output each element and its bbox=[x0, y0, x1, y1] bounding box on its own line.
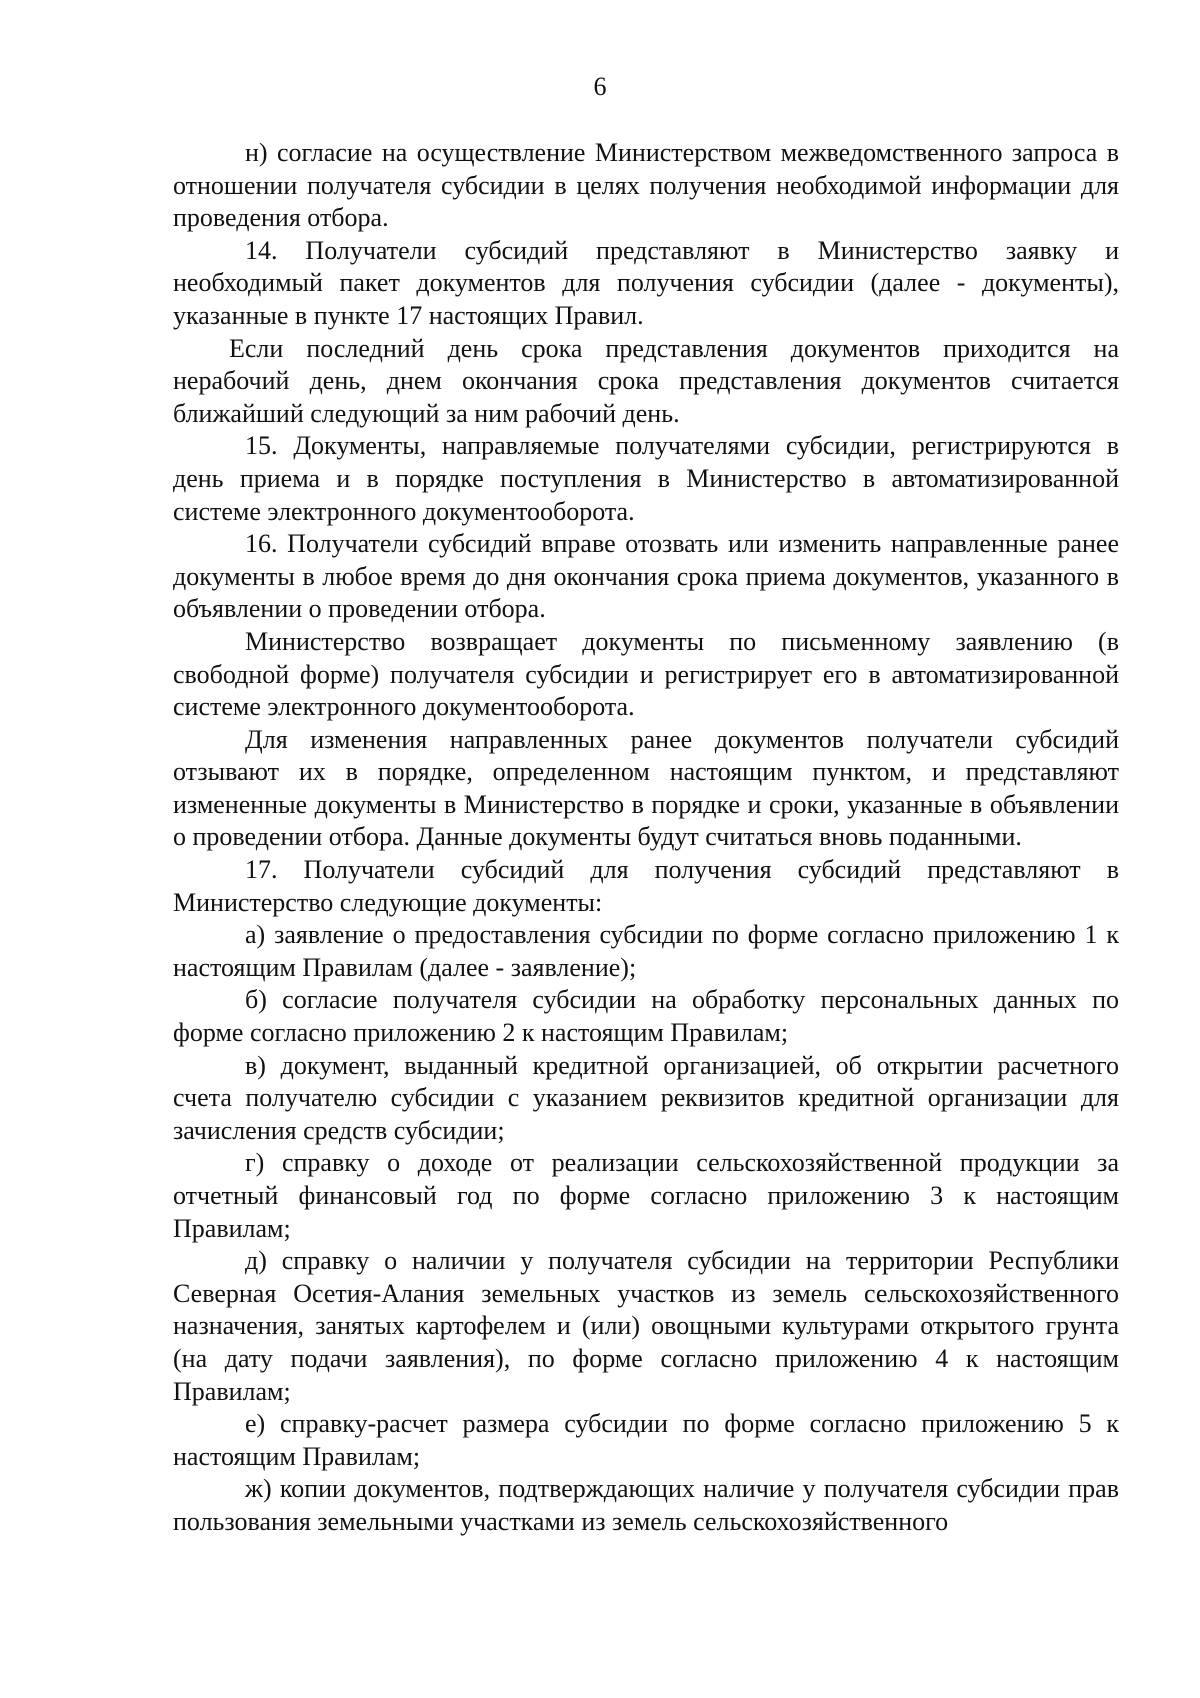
paragraph-17-g: г) справку о доходе от реализации сельскохозяйственной продукции за отчетный финансовый год по форме согласно приложению 3 к настоящим Правилам; bbox=[173, 1148, 1119, 1243]
paragraph-15: 15. Документы, направляемые получателями субсидии, регистрируются в день приема и в порядке поступления в Министерство в автоматизированной системе электронного документооборота. bbox=[173, 431, 1119, 526]
paragraph-14-deadline: Если последний день срока представления документов приходится на нерабочий день, днем окончания срока представления документов считается ближайший следующий за ним рабочий день. bbox=[173, 333, 1119, 428]
page-number: 6 bbox=[593, 72, 607, 101]
paragraph-14: 14. Получатели субсидий представляют в Министерство заявку и необходимый пакет документов для получения субсидии (далее - документы), указанные в пункте 17 настоящих Правил. bbox=[173, 235, 1119, 330]
paragraph-n: н) согласие на осуществление Министерством межведомственного запроса в отношении получателя субсидии в целях получения необходимой информации для проведения отбора. bbox=[173, 138, 1119, 233]
paragraph-17-v: в) документ, выданный кредитной организацией, об открытии расчетного счета получателю субсидии с указанием реквизитов кредитной организации для зачисления средств субсидии; bbox=[173, 1050, 1119, 1145]
paragraph-17-zh: ж) копии документов, подтверждающих наличие у получателя субсидии прав пользования земельными участками из земель сельскохозяйственного bbox=[173, 1474, 1119, 1536]
paragraph-16: 16. Получатели субсидий вправе отозвать или изменить направленные ранее документы в любое время до дня окончания срока приема документов, указанного в объявлении о проведении отбора. bbox=[173, 529, 1119, 624]
paragraph-17: 17. Получатели субсидий для получения субсидий представляют в Министерство следующие документы: bbox=[173, 855, 1119, 917]
paragraph-17-d: д) справку о наличии у получателя субсидии на территории Республики Северная Осетия-Алания земельных участков из земель сельскохозяйственного назначения, занятых картофелем и (или) овощными культурами открытого грунта (на дату подачи заявления), по форме согласно приложению 4 к настоящим Правилам; bbox=[173, 1246, 1119, 1406]
paragraph-16-change: Для изменения направленных ранее документов получатели субсидий отзывают их в порядке, определенном настоящим пунктом, и представляют измененные документы в Министерство в порядке и сроки, указанные в объявлении о проведении отбора. Данные документы будут считаться вновь поданными. bbox=[173, 724, 1119, 852]
paragraph-17-a: а) заявление о предоставления субсидии по форме согласно приложению 1 к настоящим Правилам (далее - заявление); bbox=[173, 920, 1119, 982]
paragraph-17-b: б) согласие получателя субсидии на обработку персональных данных по форме согласно приложению 2 к настоящим Правилам; bbox=[173, 985, 1119, 1048]
paragraph-17-e: е) справку-расчет размера субсидии по форме согласно приложению 5 к настоящим Правилам; bbox=[173, 1409, 1119, 1471]
paragraph-16-return: Министерство возвращает документы по письменному заявлению (в свободной форме) получателя субсидии и регистрирует его в автоматизированной системе электронного документооборота. bbox=[173, 626, 1119, 722]
document-body bbox=[173, 137, 1119, 1539]
